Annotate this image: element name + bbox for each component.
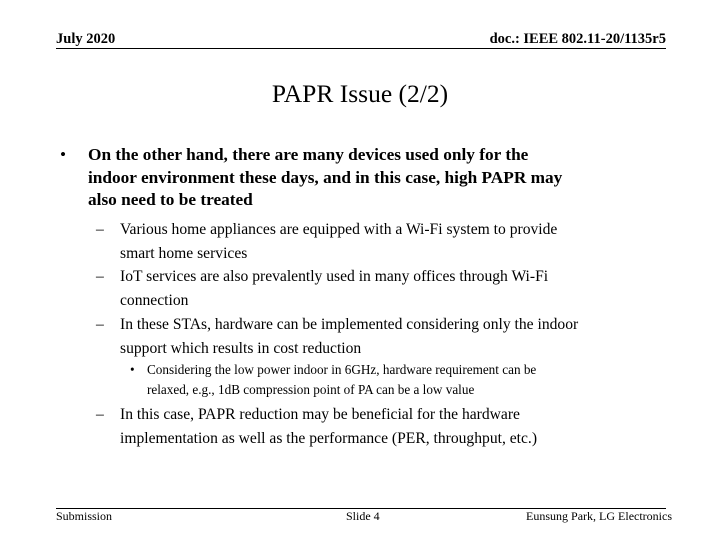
header-document-id: doc.: IEEE 802.11-20/1135r5: [489, 31, 666, 47]
sub-sub-bullet-marker: •: [130, 362, 135, 377]
bullet-marker: •: [60, 145, 67, 164]
bullet-line: indoor environment these days, and in this case, high PAPR may: [88, 167, 563, 187]
sub-bullet-line: implementation as well as the performance (PER, throughput, etc.): [120, 429, 538, 447]
bullet-line: also need to be treated: [88, 190, 253, 209]
sub-bullet-marker: –: [96, 221, 104, 238]
sub-bullet-line: In these STAs, hardware can be implemented considering only the indoor: [120, 316, 579, 333]
footer-slide-number: Slide 4: [346, 509, 380, 523]
sub-bullet-line: support which results in cost reduction: [120, 339, 362, 357]
sub-bullet-home-appliances: [120, 218, 557, 265]
sub-bullet-line: IoT services are also prevalently used in many offices through Wi-Fi: [120, 268, 549, 285]
sub-sub-bullet-line: relaxed, e.g., 1dB compression point of PA can be a low value: [147, 381, 475, 397]
header-rule: [56, 48, 666, 49]
bullet-text: [88, 144, 562, 212]
header-date: July 2020: [56, 31, 116, 47]
sub-bullet-iot-services: [120, 265, 548, 312]
footer-submission: Submission: [56, 509, 113, 523]
sub-bullet-marker: –: [96, 406, 104, 423]
sub-bullet-papr-reduction: [120, 403, 537, 450]
sub-sub-bullet-line: Considering the low power indoor in 6GHz, hardware requirement can be: [147, 362, 537, 377]
sub-bullet-marker: –: [96, 316, 104, 333]
sub-bullet-line: In this case, PAPR reduction may be beneficial for the hardware: [120, 406, 520, 423]
sub-bullet-cost-reduction: [120, 313, 578, 360]
bullet-line: On the other hand, there are many devices used only for the: [88, 145, 529, 164]
sub-bullet-line: smart home services: [120, 244, 248, 262]
sub-sub-bullet-low-power: [147, 360, 536, 399]
sub-bullet-line: Various home appliances are equipped with a Wi-Fi system to provide: [120, 221, 558, 238]
footer-author: Eunsung Park, LG Electronics: [526, 509, 672, 523]
sub-bullet-line: connection: [120, 291, 189, 309]
slide-title: PAPR Issue (2/2): [271, 79, 449, 108]
sub-bullet-marker: –: [96, 268, 104, 285]
